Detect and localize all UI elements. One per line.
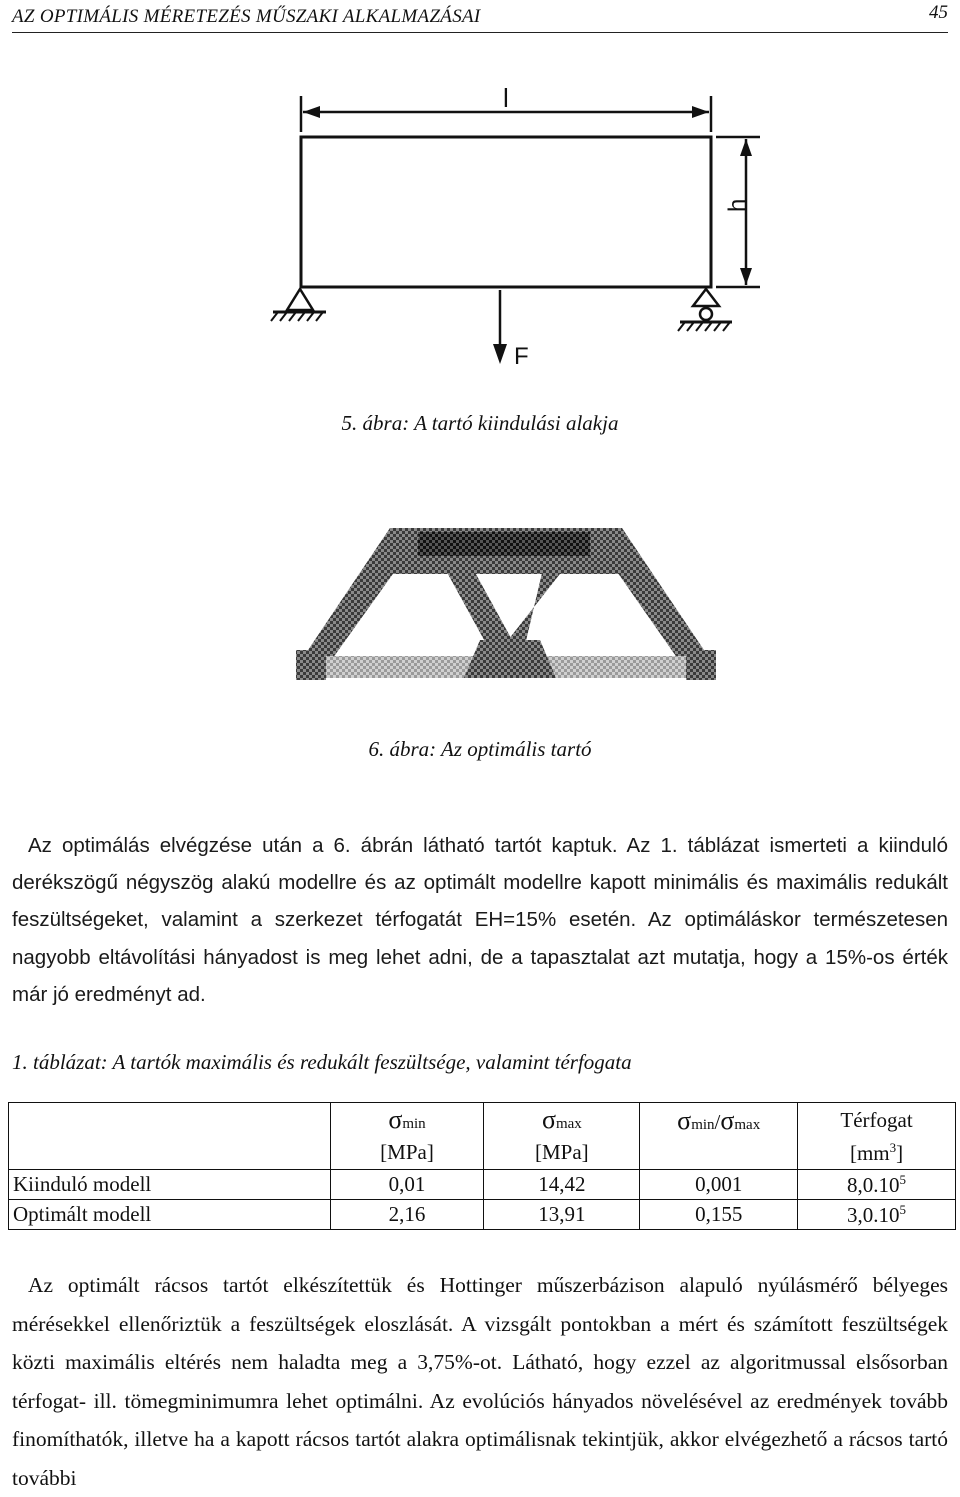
header-sigma-min: σmin [MPa] — [330, 1103, 484, 1170]
cell-ratio: 0,155 — [640, 1200, 798, 1230]
figure5-beam-drawing — [271, 96, 760, 364]
figure6-caption: 6. ábra: Az optimális tartó — [368, 737, 592, 761]
label-force: F — [514, 343, 529, 370]
header-sigma-ratio: σmin/σmax — [640, 1103, 798, 1170]
table-row — [9, 1170, 956, 1200]
body-paragraph-1 — [12, 827, 948, 1013]
cell-volume: 3,0.10$^5$ — [798, 1200, 956, 1230]
results-table — [8, 1102, 956, 1230]
table-row — [9, 1200, 956, 1230]
figure5-caption: 5. ábra: A tartó kiindulási alakja — [341, 411, 619, 435]
label-length: l — [503, 83, 509, 113]
cell-sigma-min: 2,16 — [330, 1200, 484, 1230]
header-empty-cell — [9, 1103, 331, 1170]
row-label: Kiinduló modell — [9, 1170, 331, 1200]
header-title: AZ OPTIMÁLIS MÉRETEZÉS MŰSZAKI ALKALMAZÁSAI — [12, 6, 481, 27]
cell-ratio: 0,001 — [640, 1170, 798, 1200]
table-header-row — [9, 1103, 956, 1170]
cell-volume: 8,0.10$^5$ — [798, 1170, 956, 1200]
cell-sigma-max: 14,42 — [484, 1170, 640, 1200]
label-height: h — [724, 198, 751, 212]
cell-sigma-min: 0,01 — [330, 1170, 484, 1200]
row-label: Optimált modell — [9, 1200, 331, 1230]
figure6-truss-drawing — [296, 528, 716, 680]
header-sigma-max: σmax [MPa] — [484, 1103, 640, 1170]
paragraph-2-text: Az optimált rácsos tartót elkészítettük és Hottinger műszerbázison alapuló nyúlásmérő bélyeges mérésekkel ellenőriztük a feszültségek eloszlását. A vizsgált pontokban a mért és számított feszültségek közti maximális eltérés nem haladta meg a 3,75%-ot. Látható, hogy ezzel az algoritmussal elsősorban térfogat- ill. tömegminimumra lehet optimálni. Az evolúciós hányados növelésével az eredmények tovább finomíthatók, illetve ha a kapott rácsos tartót alakra optimálisnak tekintjük, akkor elvégezhető a rácsos tartó további — [12, 1273, 948, 1490]
body-paragraph-2 — [12, 1266, 948, 1497]
cell-sigma-max: 13,91 — [484, 1200, 640, 1230]
figures-canvas — [0, 0, 960, 720]
table-caption: 1. táblázat: A tartók maximális és redukált feszültsége, valamint térfogata — [12, 1050, 632, 1074]
page-number: 45 — [929, 2, 948, 23]
paragraph-1-text: Az optimálás elvégzése után a 6. ábrán látható tartót kaptuk. Az 1. táblázat ismerteti a kiinduló derékszögű négyszög alakú modellre és az optimált modellre kapott minimális és maximális redukált feszültségeket, valamint a szerkezet térfogatát EH=15% esetén. Az optimáláskor természetesen nagyobb eltávolítási hányadost is meg lehet adni, de a tapasztalat azt mutatja, hogy a 15%-os érték már jó eredményt ad. — [12, 834, 948, 1006]
header-volume: Térfogat $[mm^3]$ — [798, 1103, 956, 1170]
